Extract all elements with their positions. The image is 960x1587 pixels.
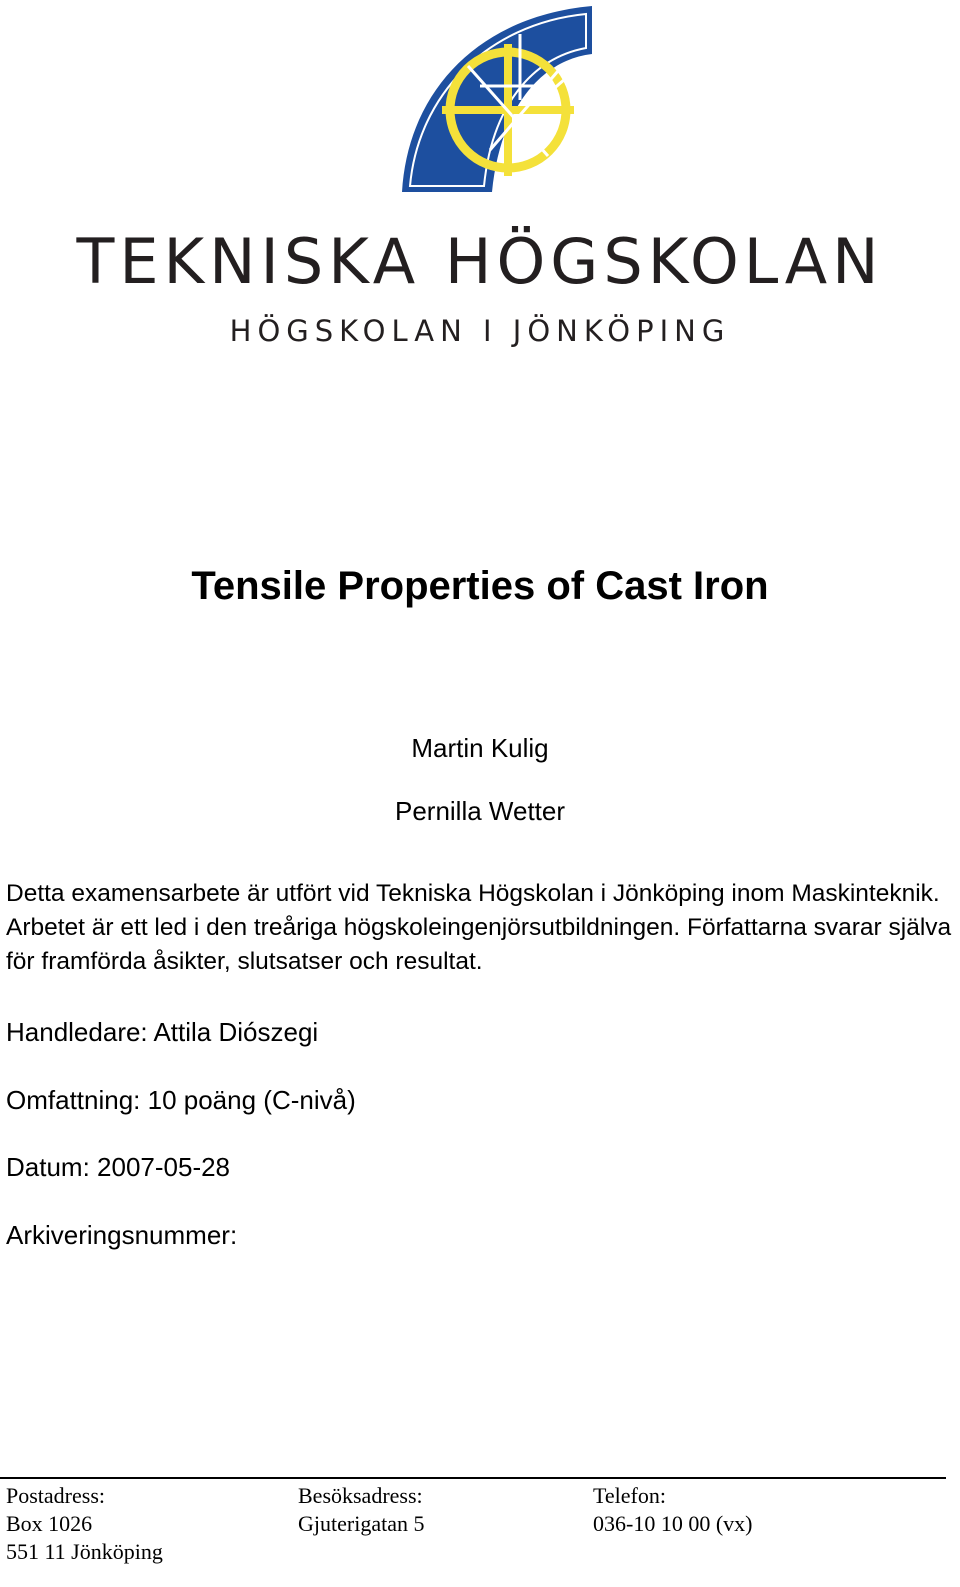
visit-line: Gjuterigatan 5 (298, 1511, 425, 1536)
postal-line: Box 1026 (6, 1511, 93, 1536)
scope-line: Omfattning: 10 poäng (C-nivå) (6, 1085, 356, 1115)
author-name: Pernilla Wetter (394, 796, 566, 826)
footer-postal-address (6, 1482, 163, 1566)
footer-visit-address (298, 1482, 424, 1538)
supervisor-line: Handledare: Attila Diószegi (6, 1017, 319, 1047)
institution-name: TEKNISKA HÖGSKOLAN (76, 225, 884, 298)
footer-divider (0, 1477, 946, 1479)
institution-subtitle: HÖGSKOLAN I JÖNKÖPING (229, 314, 731, 348)
footer-phone (593, 1482, 752, 1538)
visit-label: Besöksadress: (298, 1483, 423, 1508)
phone-line: 036-10 10 00 (vx) (593, 1511, 753, 1536)
postal-line: 551 11 Jönköping (6, 1539, 163, 1564)
postal-label: Postadress: (6, 1483, 105, 1508)
document-title: Tensile Properties of Cast Iron (191, 564, 769, 608)
date-line: Datum: 2007-05-28 (6, 1152, 231, 1182)
university-emblem-icon (400, 0, 610, 200)
archive-number-line: Arkiveringsnummer: (6, 1220, 238, 1250)
author-name: Martin Kulig (411, 733, 549, 763)
thesis-statement: Detta examensarbete är utfört vid Tekniska Högskolan i Jönköping inom Maskinteknik. Arbetet är ett led i den treåriga högskoleingenjörsutbildningen. Författarna svarar själva för framförda åsikter, slutsatser och resultat. (6, 880, 952, 975)
phone-label: Telefon: (593, 1483, 666, 1508)
